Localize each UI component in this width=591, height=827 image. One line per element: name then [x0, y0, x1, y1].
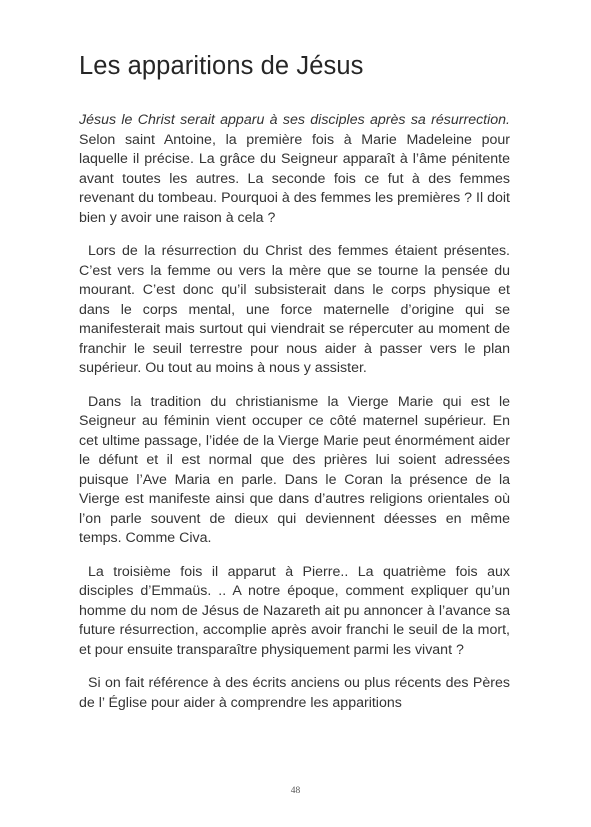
document-body: [79, 111, 510, 727]
page-number: 48: [290, 786, 301, 796]
paragraph-3: [79, 393, 510, 549]
paragraph-2-text: Lors de la résurrection du Christ des femmes étaient présentes. C’est vers la femme ou vers la mère que se tourne la pensée du mourant. C’est donc qu’il subsisterait dans le corps physique et dans le corps mental, une force maternelle d’origine qui se manifesterait mais surtout qui viendrait se répercuter au moment de franchir le seuil terrestre pour nous aider à passer vers le plan supérieur. Ou tout au moins à nous y assister.: [79, 243, 510, 376]
paragraph-3-text: Dans la tradition du christianisme la Vierge Marie qui est le Seigneur au féminin vient occuper ce côté maternel supérieur. En cet ultime passage, l’idée de la Vierge Marie peut énormément aider le défunt et il est normal que des prières lui soient adressées puisque l’Ave Maria en parle. Dans le Coran la présence de la Vierge est manifeste ainsi que dans d’autres religions orientales où l’on parle souvent de dieux qui deviennent déesses en même temps. Comme Civa.: [79, 393, 510, 546]
paragraph-1-italic-intro: Jésus le Christ serait apparu à ses disciples après sa résurrection.: [79, 112, 510, 128]
paragraph-2: [79, 242, 510, 379]
paragraph-5-text: Si on fait référence à des écrits anciens ou plus récents des Pères de l’ Église pour aider à comprendre les apparitions: [79, 675, 510, 711]
paragraph-5: [79, 674, 510, 713]
paragraph-1-text: Selon saint Antoine, la première fois à Marie Madeleine pour laquelle il précise. La grâce du Seigneur apparaît à l’âme pénitente avant toutes les autres. La seconde fois ce fut à des femmes revenant du tombeau. Pourquoi à des femmes les premières ? Il doit bien y avoir une raison à cela ?: [79, 131, 510, 226]
paragraph-1: [79, 111, 510, 228]
paragraph-4: [79, 563, 510, 661]
page-title: Les apparitions de Jésus: [79, 52, 364, 80]
paragraph-4-text: La troisième fois il apparut à Pierre.. La quatrième fois aux disciples d’Emmaüs. .. A notre époque, comment expliquer qu’un homme du nom de Jésus de Nazareth ait pu annoncer à l’avance sa future résurrection, accomplie après avoir franchi le seuil de la mort, et pour ensuite transparaître physiquement parmi les vivant ?: [79, 563, 510, 658]
